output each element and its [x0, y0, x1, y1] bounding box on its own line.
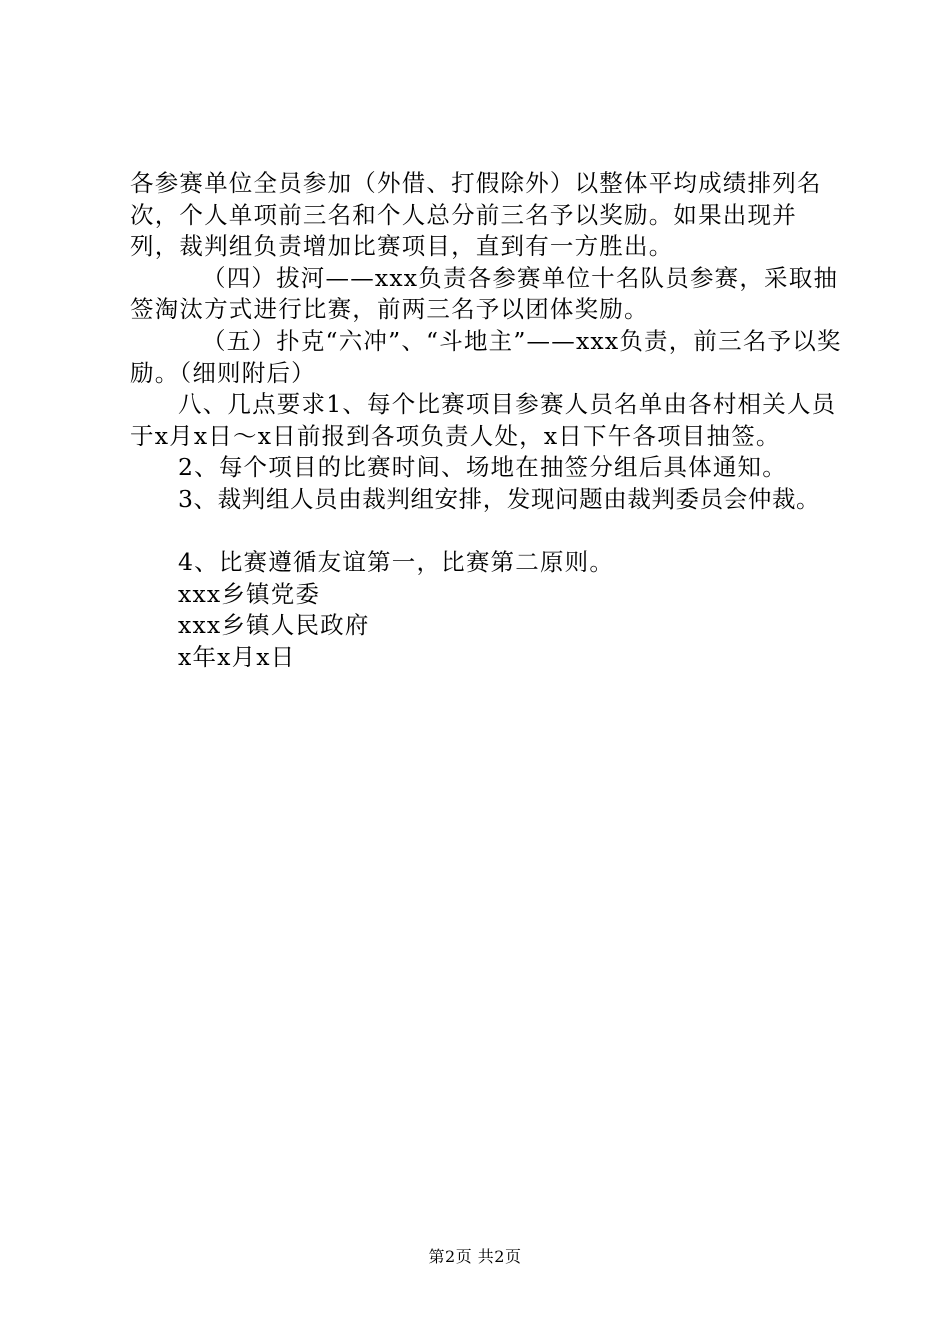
signature-government: xxx乡镇人民政府	[178, 611, 370, 640]
signature-date: x年x月x日	[178, 642, 296, 671]
paragraph-scoring-rules: 各参赛单位全员参加（外借、打假除外）以整体平均成绩排列名次，个人单项前三名和个人总分前三名予以奖励。如果出现并列，裁判组负责增加比赛项目，直到有一方胜出。	[130, 169, 822, 261]
paragraph-poker: （五）扑克“六冲”、“斗地主”——xxx负责，前三名予以奖励。（细则附后）	[130, 326, 842, 387]
paragraph-requirements-4: 4、比赛遵循友谊第一，比赛第二原则。	[178, 548, 615, 577]
paragraph-tug-of-war: （四）拔河——xxx负责各参赛单位十名队员参赛，采取抽签淘汰方式进行比赛，前两三名予以团体奖励。	[130, 263, 839, 324]
signature-party-committee: xxx乡镇党委	[178, 579, 321, 608]
paragraph-requirements-1: 八、几点要求1、每个比赛项目参赛人员名单由各村相关人员于x月x日～x日前报到各项负责人处，x日下午各项目抽签。	[130, 390, 837, 450]
paragraph-requirements-3: 3、裁判组人员由裁判组安排，发现问题由裁判委员会仲裁。	[178, 484, 821, 513]
document-body	[130, 168, 842, 674]
paragraph-requirements-2: 2、每个项目的比赛时间、场地在抽签分组后具体通知。	[178, 453, 787, 482]
page-number-footer: 第2页 共2页	[428, 1247, 522, 1266]
